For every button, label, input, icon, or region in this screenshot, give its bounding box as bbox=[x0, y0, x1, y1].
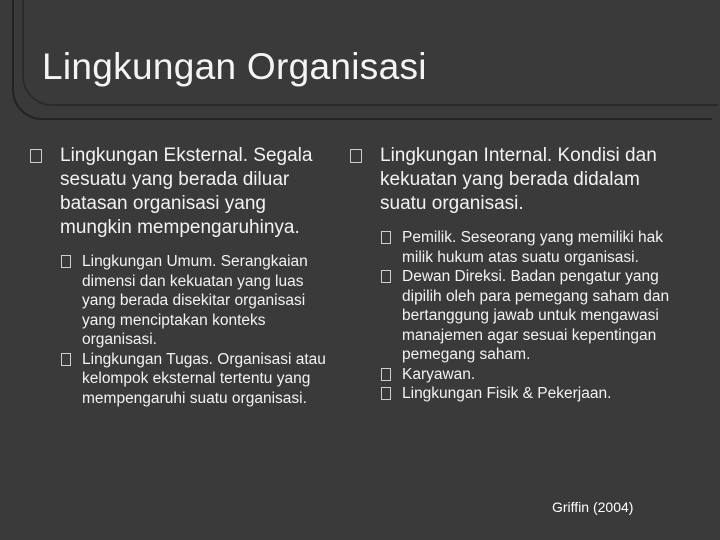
sub-bullet-employees bbox=[381, 365, 680, 385]
sub-bullet-physical bbox=[381, 384, 680, 404]
bullet-external-text: Lingkungan Eksternal. Segala sesuatu yang berada diluar batasan organisasi yang mungkin mempengaruhinya. bbox=[60, 145, 313, 238]
sub-bullet-owner-text: Pemilik. Seseorang yang memiliki hak milik hukum atas suatu organisasi. bbox=[402, 229, 664, 266]
bullet-external bbox=[30, 144, 330, 240]
bullet-square-icon bbox=[381, 368, 391, 381]
sub-bullet-board bbox=[381, 267, 680, 365]
sub-bullet-general-text: Lingkungan Umum. Serangkaian dimensi dan kekuatan yang luas yang berada disekitar organisasi yang menciptakan konteks organisasi. bbox=[82, 253, 308, 348]
citation: Griffin (2004) bbox=[552, 499, 634, 515]
bullet-square-icon bbox=[381, 270, 391, 283]
sub-bullet-general bbox=[61, 252, 330, 350]
slide-title: Lingkungan Organisasi bbox=[42, 46, 427, 87]
bullet-square-icon bbox=[30, 149, 42, 163]
right-column bbox=[350, 144, 680, 404]
bullet-square-icon bbox=[381, 387, 391, 400]
bullet-square-icon bbox=[381, 231, 391, 244]
left-column bbox=[30, 144, 330, 408]
bullet-square-icon bbox=[350, 149, 362, 163]
sub-bullet-physical-text: Lingkungan Fisik & Pekerjaan. bbox=[402, 385, 612, 402]
bullet-square-icon bbox=[61, 255, 71, 268]
bullet-internal bbox=[350, 144, 680, 216]
sub-bullet-owner bbox=[381, 228, 680, 267]
sub-bullet-employees-text: Karyawan. bbox=[402, 365, 476, 383]
bullet-internal-text: Lingkungan Internal. Kondisi dan kekuatan yang berada didalam suatu organisasi. bbox=[380, 145, 657, 214]
sub-bullet-task bbox=[61, 350, 330, 409]
bullet-square-icon bbox=[61, 353, 71, 366]
sub-bullet-board-text: Dewan Direksi. Badan pengatur yang dipilih oleh para pemegang saham dan bertanggung jawab untuk mengawasi manajemen agar sesuai kepentingan pemegang saham. bbox=[402, 268, 670, 363]
sub-bullet-task-text: Lingkungan Tugas. Organisasi atau kelompok eksternal tertentu yang mempengaruhi suatu organisasi. bbox=[82, 350, 326, 407]
